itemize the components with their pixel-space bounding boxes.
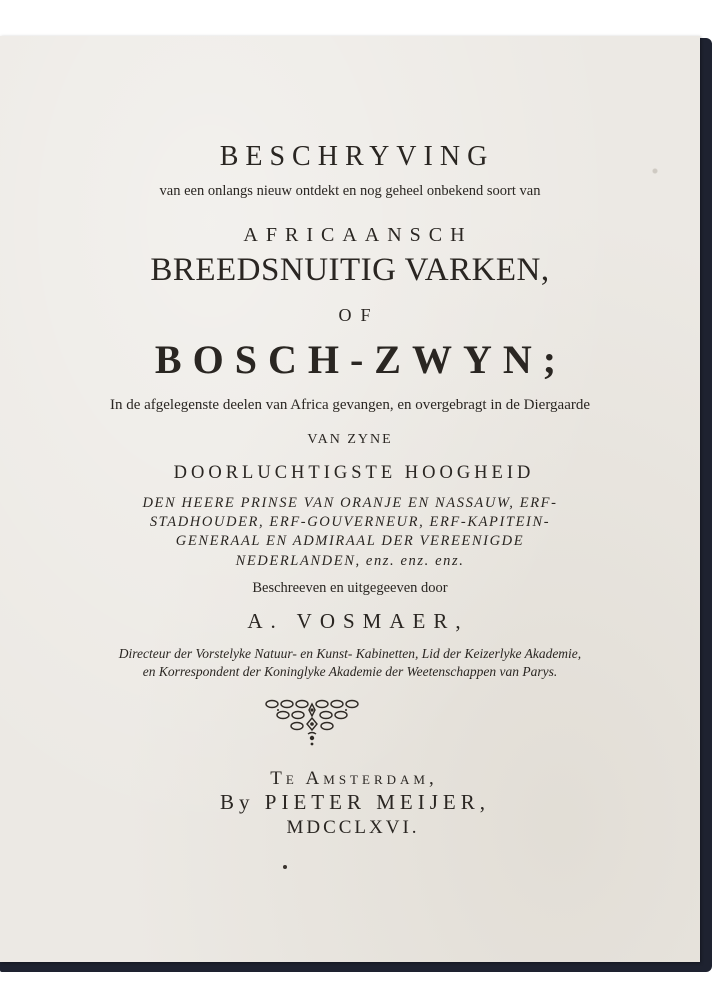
imprint-year: MDCCLXVI. [286,817,420,838]
author-credentials-line: Directeur der Vorstelyke Natuur- en Kunst- Kabinetten, Lid der Keizerlyke Akademie, [118,646,582,661]
imprint-city: Te Amsterdam, [270,768,438,789]
title-africaansch: AFRICAANSCH [243,224,473,246]
title-subtitle: van een onlangs nieuw ontdekt en nog geheel onbekend soort van [159,183,541,199]
author-name: A. VOSMAER, [247,609,469,633]
title-of: OF [338,305,380,325]
dedication-line: DEN HEERE PRINSE VAN ORANJE EN NASSAUW, ERF- [142,495,558,511]
dedication-line: GENERAAL EN ADMIRAAL DER VEREENIGDE [175,533,525,549]
title-page [0,36,700,962]
title-breedsnuitig: BREEDSNUITIG VARKEN, [150,252,550,288]
fleuron-ornament-icon [263,698,361,748]
origin-line: In de afgelegenste deelen van Africa gevangen, en overgebragt in de Diergaarde [109,397,591,413]
dedication-line: NEDERLANDEN, enz. enz. enz. [235,553,465,569]
ink-dot [283,865,287,869]
described-by: Beschreeven en uitgegeeven door [252,580,448,596]
doorluchtigste-hoogheid: DOORLUCHTIGSTE HOOGHEID [173,463,535,483]
imprint-publisher: By PIETER MEIJER, [220,790,490,814]
title-boschzwyn: BOSCH-ZWYN; [154,337,568,382]
van-zyne: VAN ZYNE [307,432,393,447]
book-title: BESCHRYVING [219,141,495,172]
author-credentials-line: en Korrespondent der Koninglyke Akademie der Weetenschappen van Parys. [142,664,558,679]
dedication-line: STADHOUDER, ERF-GOUVERNEUR, ERF-KAPITEIN- [149,514,551,530]
